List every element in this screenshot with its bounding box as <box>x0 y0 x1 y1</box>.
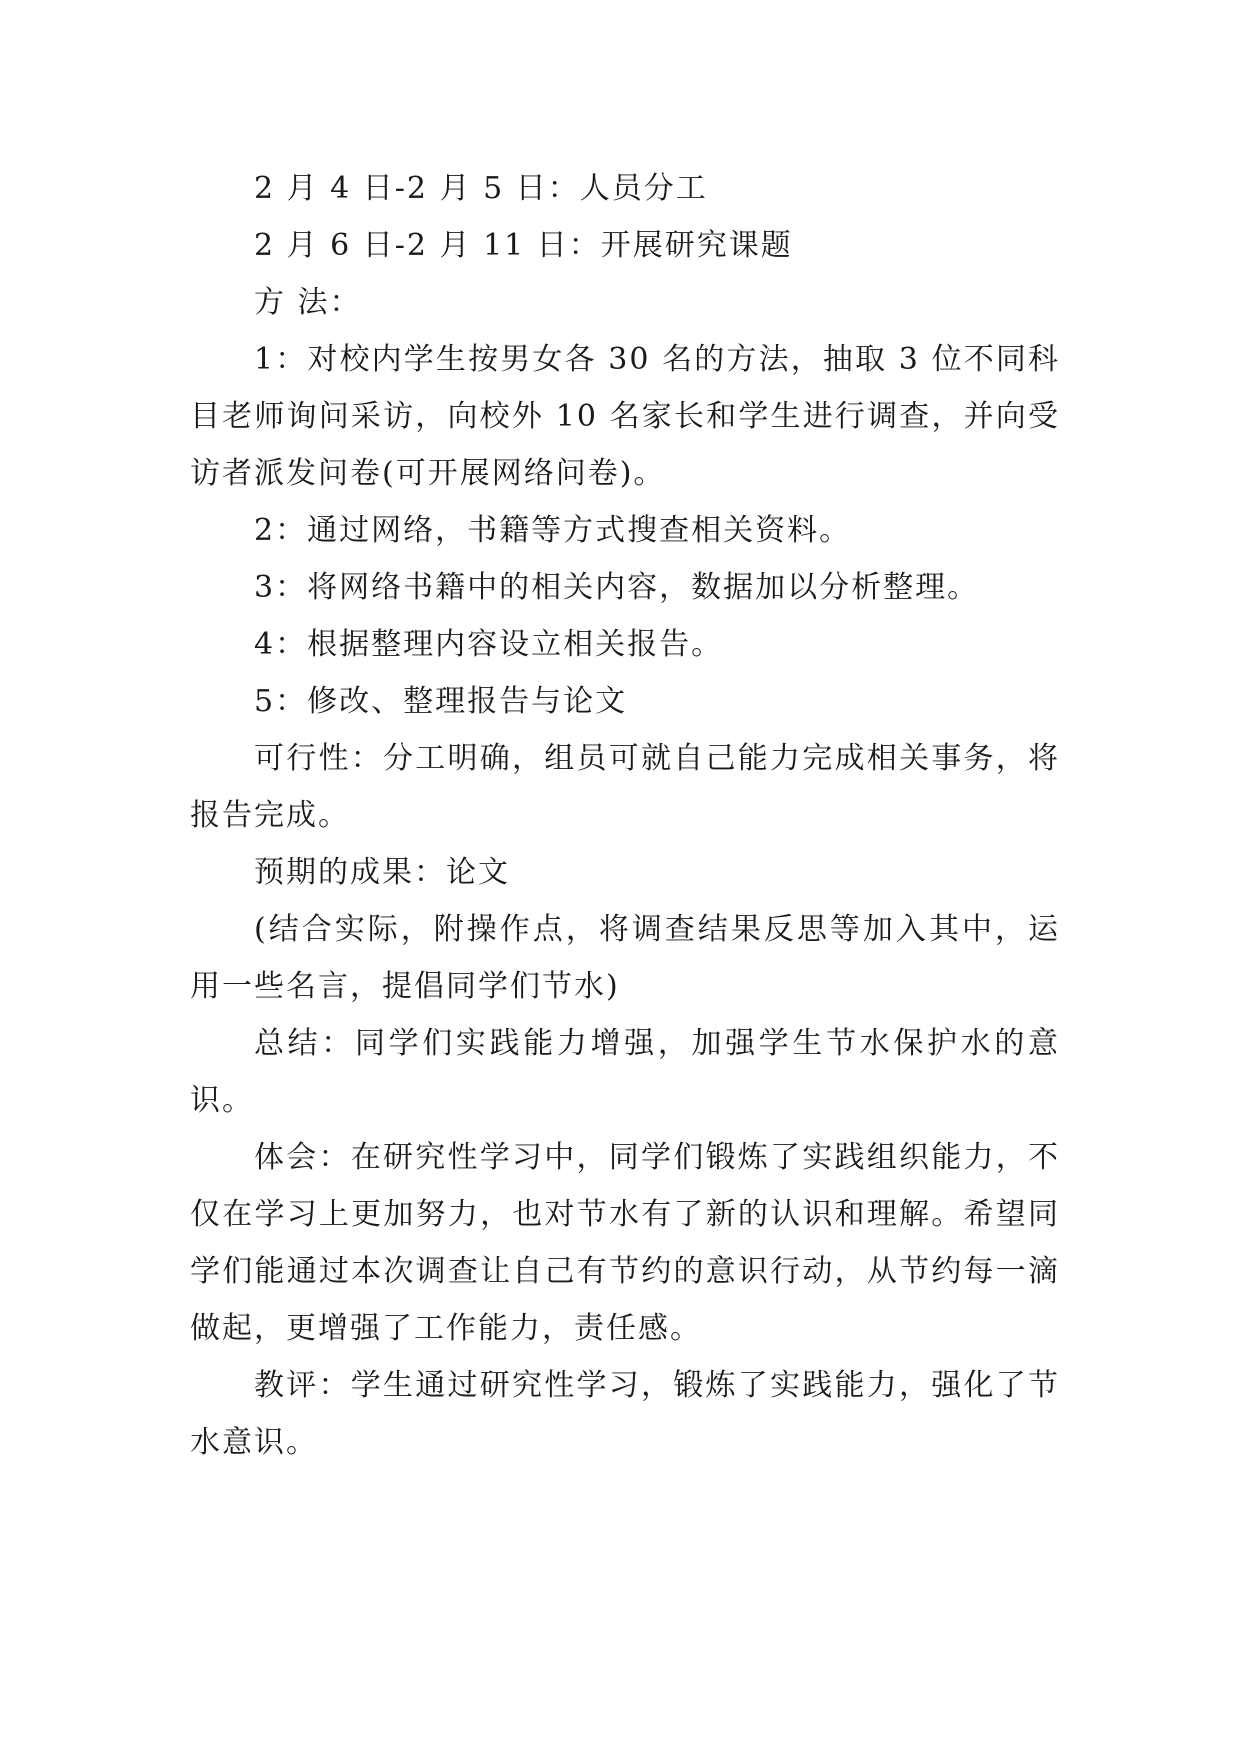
method-step-3: 3：将网络书籍中的相关内容，数据加以分析整理。 <box>254 570 980 605</box>
schedule-line-2: 2 月 6 日-2 月 11 日：开展研究课题 <box>254 228 793 263</box>
results-note-paragraph: (结合实际，附操作点，将调查结果反思等加入其中，运用一些名言，提倡同学们节水) <box>190 912 1060 1004</box>
method-heading: 方 法： <box>254 285 362 320</box>
schedule-line-1: 2 月 4 日-2 月 5 日：人员分工 <box>254 171 708 206</box>
summary-paragraph: 总结：同学们实践能力增强，加强学生节水保护水的意识。 <box>190 1026 1060 1118</box>
expected-results-paragraph: 预期的成果：论文 <box>254 855 510 890</box>
reflection-paragraph: 体会：在研究性学习中，同学们锻炼了实践组织能力，不仅在学习上更加努力，也对节水有了新的认识和理解。希望同学们能通过本次调查让自己有节约的意识行动，从节约每一滴做起，更增强了工作能力，责任感。 <box>190 1140 1060 1346</box>
teacher-comment-paragraph: 教评：学生通过研究性学习，锻炼了实践能力，强化了节水意识。 <box>190 1368 1060 1460</box>
method-step-4: 4：根据整理内容设立相关报告。 <box>254 627 724 662</box>
document-body <box>190 160 1060 1471</box>
method-step-5: 5：修改、整理报告与论文 <box>254 684 628 719</box>
method-step-2: 2：通过网络，书籍等方式搜查相关资料。 <box>254 513 852 548</box>
method-step-1: 1：对校内学生按男女各 30 名的方法，抽取 3 位不同科目老师询问采访，向校外 10 名家长和学生进行调查，并向受访者派发问卷(可开展网络问卷)。 <box>190 342 1060 491</box>
feasibility-paragraph: 可行性：分工明确，组员可就自己能力完成相关事务，将报告完成。 <box>190 741 1060 833</box>
